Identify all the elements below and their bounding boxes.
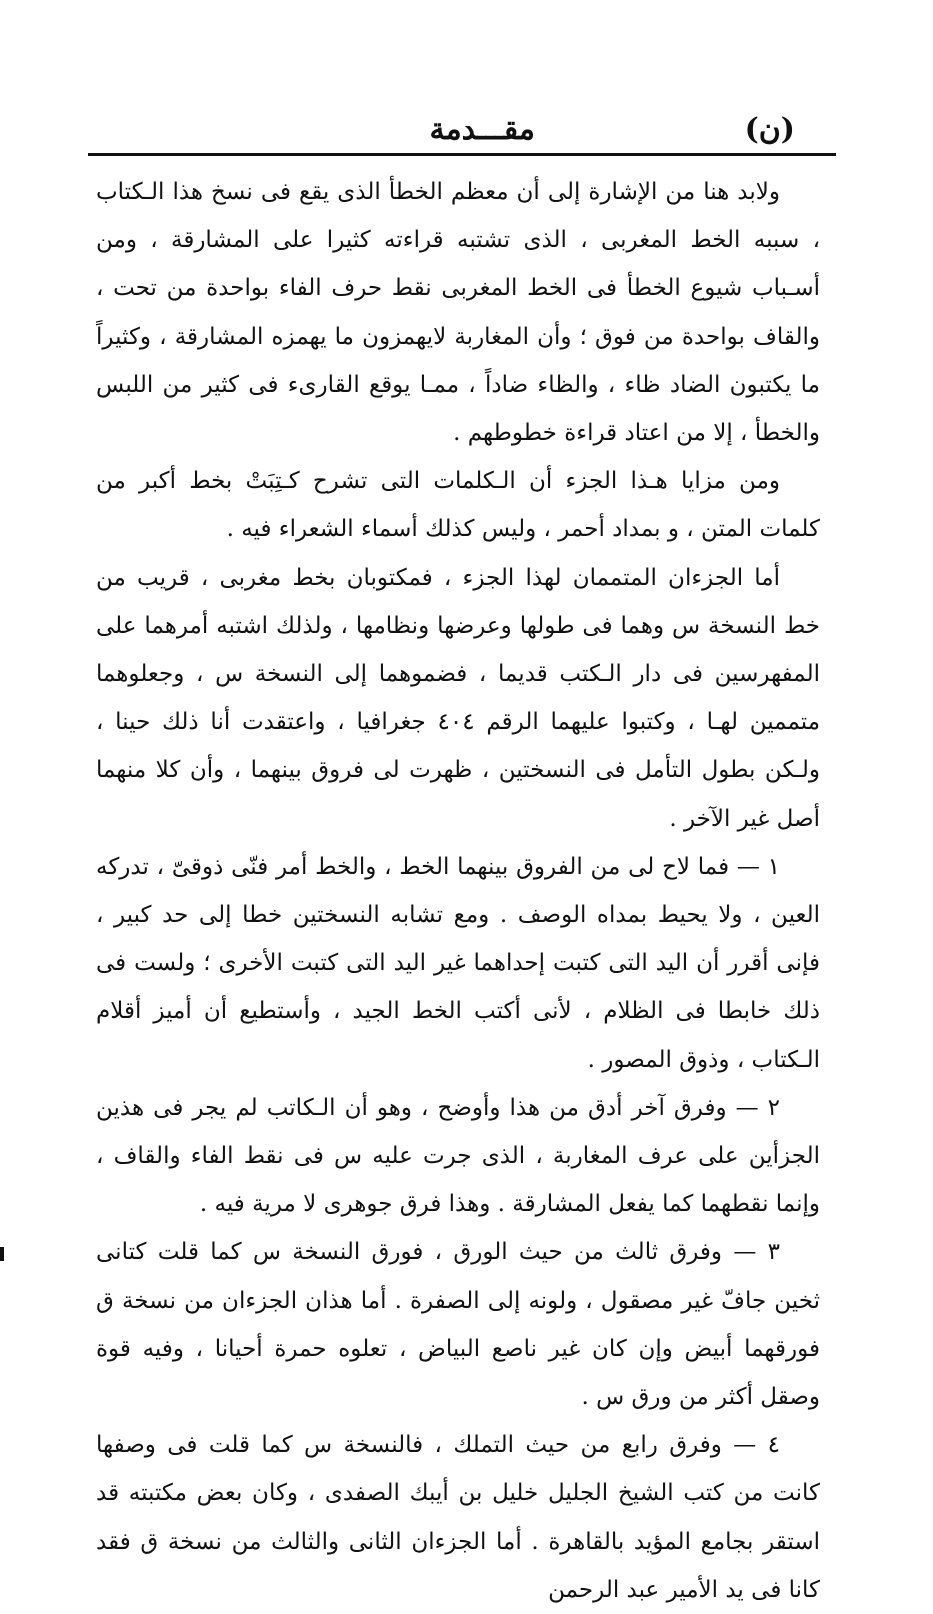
header-rule <box>88 153 836 156</box>
page-number: (ن) <box>744 112 795 147</box>
paragraph: ومن مزايا هـذا الجزء أن الـكلمات التى تشرح كـتِبَتْ بخط أكبر من كلمات المتن ، و بمداد أحمر ، وليس كذلك أسماء الشعراء فيه . <box>96 468 820 543</box>
margin-mark <box>0 1247 4 1261</box>
paragraph: ٣ — وفرق ثالث من حيث الورق ، فورق النسخة س كما قلت كتانى ثخين جافّ غير مصقول ، ولونه إلى الصفرة . أما هذان الجزءان من نسخة ق فورقهما أبيض وإن كان غير ناصع البياض ، تعلوه حمرة أحيانا ، وفيه قوة وصقل أكثر من ورق س . <box>96 1239 820 1411</box>
paragraph: ولابد هنا من الإشارة إلى أن معظم الخطأ الذى يقع فى نسخ هذا الـكتاب ، سببه الخط المغربى ، الذى تشتبه قراءته كثيرا على المشارقة ، ومن أسـباب شيوع الخطأ فى الخط المغربى نقط حرف الفاء بواحدة من تحت ، والقاف بواحدة من فوق ؛ وأن المغاربة لايهمزون ما يهمزه المشارقة ، وكثيراً ما يكتبون الضاد ظاء ، والظاء ضاداً ، ممـا يوقع القارىء فى كثير من اللبس والخطأ ، إلا من اعتاد قراءة خطوطهم . <box>96 179 820 447</box>
page-header <box>90 108 835 152</box>
paragraph: أما الجزءان المتممان لهذا الجزء ، فمكتوبان بخط مغربى ، قريب من خط النسخة س وهما فى طولها وعرضها ونظامها ، ولذلك اشتبه أمرهما على المفهرسين فى دار الـكتب قديما ، فضموهما إلى النسخة س ، وجعلوهما متممين لهـا ، وكتبوا عليهما الرقم ٤٠٤ جغرافيا ، واعتقدت أنا ذلك حينا ، ولـكن بطول التأمل فى النسختين ، ظهرت لى فروق بينهما ، وأن كلا منهما أصل غير الآخر . <box>96 564 821 832</box>
body-text <box>96 168 820 1614</box>
running-title: مقـــدمة <box>429 112 535 147</box>
paragraph: ٤ — وفرق رابع من حيث التملك ، فالنسخة س كما قلت فى وصفها كانت من كتب الشيخ الجليل خليل بن أيبك الصفدى ، وكان بعض مكتبته قد استقر بجامع المؤيد بالقاهرة . أما الجزءان الثانى والثالث من نسخة ق فقد كانا فى يد الأمير عبد الرحمن <box>96 1432 820 1603</box>
paragraph: ٢ — وفرق آخر أدق من هذا وأوضح ، وهو أن الـكاتب لم يجر فى هذين الجزأين على عرف المغاربة ، الذى جرت عليه س فى نقط الفاء والقاف ، وإنما نقطهما كما يفعل المشارقة . وهذا فرق جوهرى لا مرية فيه . <box>96 1094 821 1218</box>
paragraph: ١ — فما لاح لى من الفروق بينهما الخط ، والخط أمر فنّى ذوقىّ ، تدركه العين ، ولا يحيط بمداه الوصف . ومع تشابه النسختين خطا إلى حد كبير ، فإنى أقرر أن اليد التى كتبت إحداهما غير اليد التى كتبت الأخرى ؛ ولست فى ذلك خابطا فى الظلام ، لأنى أكتب الخط الجيد ، وأستطيع أن أميز أقلام الـكتاب ، وذوق المصور . <box>96 853 820 1073</box>
